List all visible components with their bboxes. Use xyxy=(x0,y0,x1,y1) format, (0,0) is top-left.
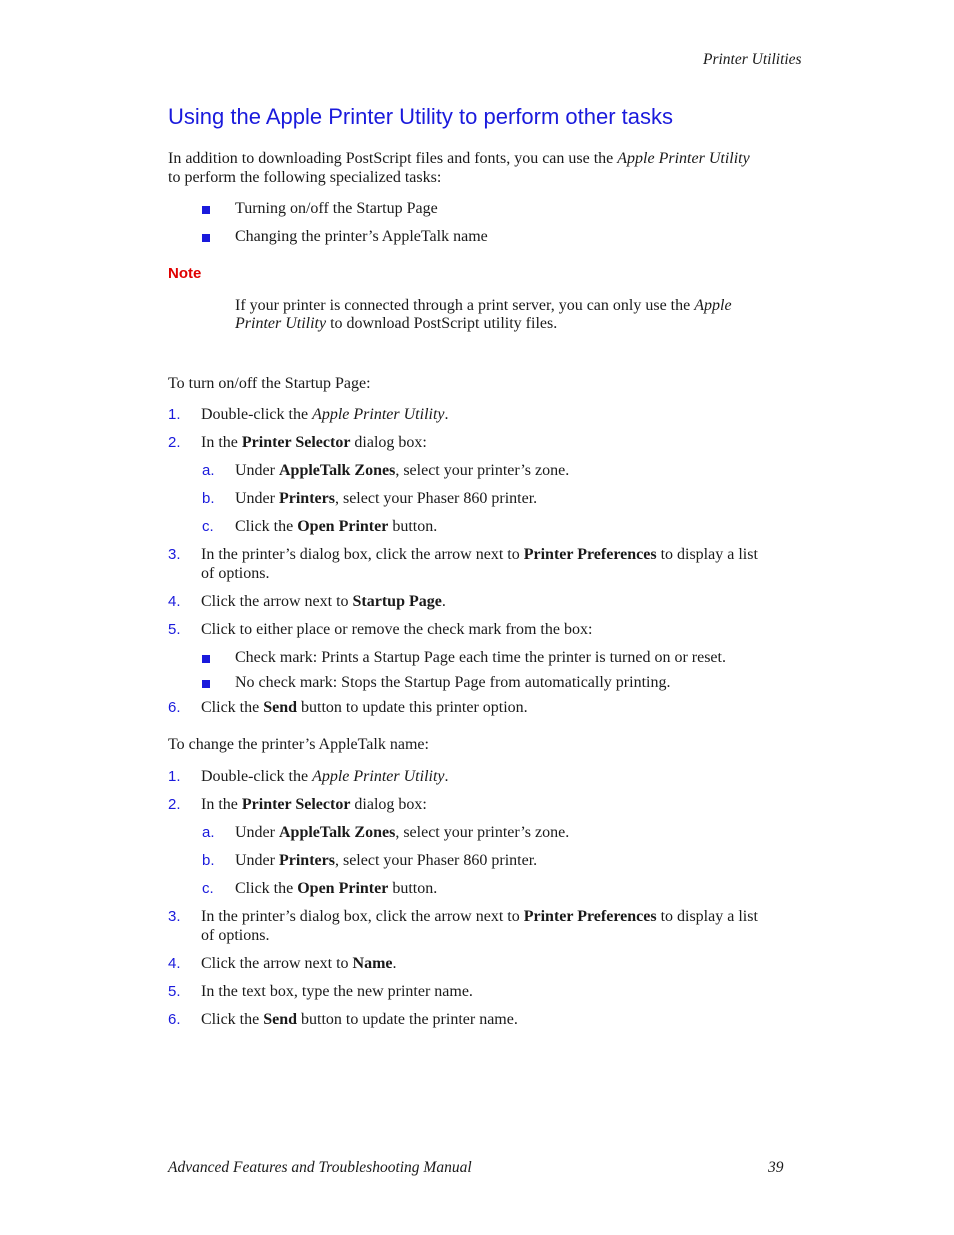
note-app-name: Apple xyxy=(694,297,732,314)
bullet-icon xyxy=(202,655,210,663)
substep-text: Under AppleTalk Zones, select your printer’s zone. xyxy=(235,462,570,479)
substep-letter: a. xyxy=(202,462,215,479)
option-item: No check mark: Stops the Startup Page from automatically printing. xyxy=(235,674,671,691)
bullet-icon xyxy=(202,680,210,688)
note-label: Note xyxy=(168,265,202,282)
intro-line-2: to perform the following specialized tasks: xyxy=(168,169,442,186)
step-number: 4. xyxy=(168,955,181,972)
step-number: 6. xyxy=(168,699,181,716)
bullet-icon xyxy=(202,206,210,214)
substep-letter: b. xyxy=(202,490,215,507)
step-text: In the text box, type the new printer name. xyxy=(201,983,473,1000)
step-text: Double-click the Apple Printer Utility. xyxy=(201,406,449,423)
step-text: Double-click the Apple Printer Utility. xyxy=(201,768,449,785)
substep-text: Under AppleTalk Zones, select your printer’s zone. xyxy=(235,824,570,841)
step-number: 3. xyxy=(168,908,181,925)
intro-text: In addition to downloading PostScript files and fonts, you can use the xyxy=(168,150,618,167)
step-text: Click the Send button to update this printer option. xyxy=(201,699,528,716)
running-header: Printer Utilities xyxy=(703,51,802,68)
intro-app-name: Apple Printer Utility xyxy=(617,150,750,167)
procedure-intro: To turn on/off the Startup Page: xyxy=(168,375,371,392)
option-item: Check mark: Prints a Startup Page each time the printer is turned on or reset. xyxy=(235,649,726,666)
intro-paragraph xyxy=(168,149,750,168)
substep-letter: b. xyxy=(202,852,215,869)
note-app-name: Printer Utility xyxy=(235,315,327,332)
note-text: If your printer is connected through a print server, you can only use the xyxy=(235,297,695,314)
substep-text: Click the Open Printer button. xyxy=(235,518,438,535)
substep-letter: c. xyxy=(202,880,214,897)
step-text: Click the arrow next to Startup Page. xyxy=(201,593,446,610)
substep-text: Click the Open Printer button. xyxy=(235,880,438,897)
step-number: 1. xyxy=(168,768,181,785)
step-text: In the printer’s dialog box, click the arrow next to Printer Preferences to display a list xyxy=(201,908,758,925)
step-number: 5. xyxy=(168,621,181,638)
step-text: Click the arrow next to Name. xyxy=(201,955,397,972)
step-number: 6. xyxy=(168,1011,181,1028)
step-text: Click to either place or remove the check mark from the box: xyxy=(201,621,593,638)
note-text: to download PostScript utility files. xyxy=(326,315,558,332)
footer-manual-title: Advanced Features and Troubleshooting Manual xyxy=(168,1159,472,1176)
substep-text: Under Printers, select your Phaser 860 printer. xyxy=(235,852,538,869)
step-number: 1. xyxy=(168,406,181,423)
task-item: Changing the printer’s AppleTalk name xyxy=(235,228,488,245)
step-text: In the Printer Selector dialog box: xyxy=(201,434,427,451)
step-number: 5. xyxy=(168,983,181,1000)
substep-letter: c. xyxy=(202,518,214,535)
step-text: Click the Send button to update the printer name. xyxy=(201,1011,518,1028)
step-number: 2. xyxy=(168,796,181,813)
step-number: 3. xyxy=(168,546,181,563)
note-text-line-1 xyxy=(235,296,732,315)
procedure-intro: To change the printer’s AppleTalk name: xyxy=(168,736,429,753)
step-text-continued: of options. xyxy=(201,565,270,582)
section-title: Using the Apple Printer Utility to perform other tasks xyxy=(168,104,673,129)
step-number: 2. xyxy=(168,434,181,451)
substep-text: Under Printers, select your Phaser 860 printer. xyxy=(235,490,538,507)
page-number: 39 xyxy=(768,1159,784,1176)
step-text-continued: of options. xyxy=(201,927,270,944)
substep-letter: a. xyxy=(202,824,215,841)
note-text-line-2 xyxy=(235,314,557,333)
task-item: Turning on/off the Startup Page xyxy=(235,200,438,217)
bullet-icon xyxy=(202,234,210,242)
step-number: 4. xyxy=(168,593,181,610)
step-text: In the printer’s dialog box, click the arrow next to Printer Preferences to display a list xyxy=(201,546,758,563)
step-text: In the Printer Selector dialog box: xyxy=(201,796,427,813)
